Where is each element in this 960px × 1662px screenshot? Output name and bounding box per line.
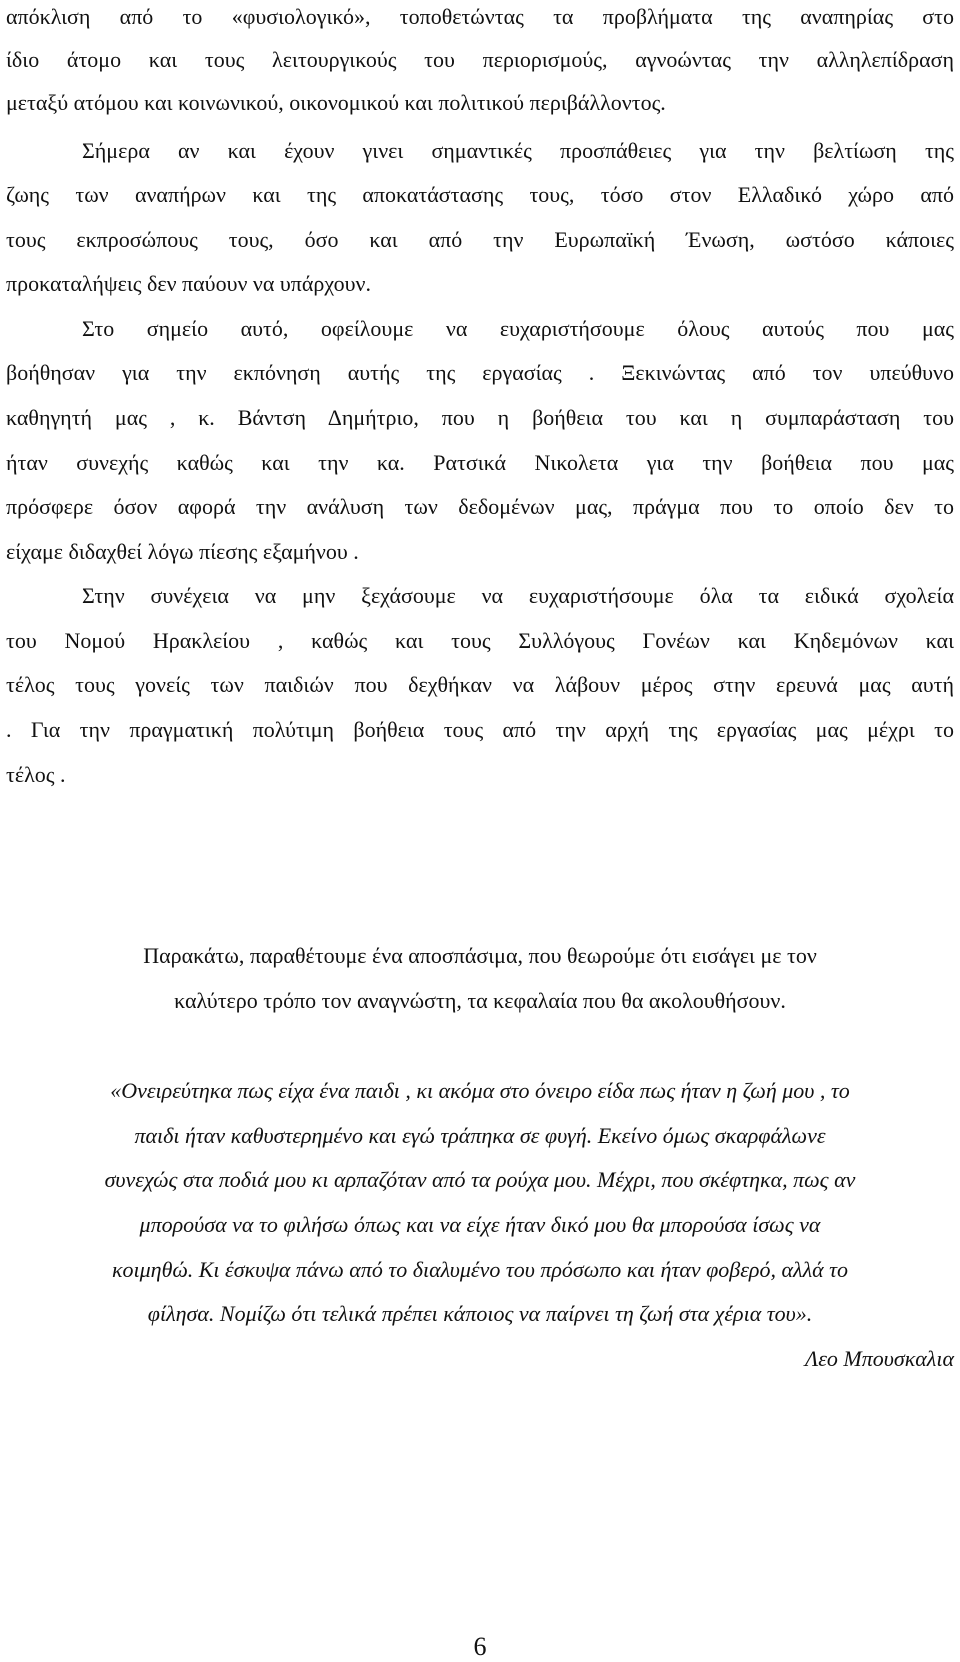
quote-line: παιδι ήταν καθυστερημένο και εγώ τράπηκα σε φυγή. Εκείνο όμως σκαρφάλωνε: [134, 1123, 826, 1148]
quote-line: μπορούσα να το φιλήσω όπως και να είχε ήταν δικό μου θα μπορούσα ίσως να: [139, 1212, 821, 1237]
body-line: είχαμε διδαχθεί λόγω πίεσης εξαμήνου .: [6, 539, 359, 564]
body-line: τέλος τους γονείς των παιδιών που δεχθήκαν να λάβουν μέρος στην ερευνά μας αυτή: [6, 672, 954, 697]
quote-line: συνεχώς στα ποδιά μου κι αρπαζόταν από τα ρούχα μου. Μέχρι, που σκέφτηκα, πως αν: [104, 1167, 856, 1192]
body-line: Στην συνέχεια να μην ξεχάσουμε να ευχαριστήσουμε όλα τα ειδικά σχολεία: [82, 583, 954, 608]
body-line: πρόσφερε όσον αφορά την ανάλυση των δεδομένων μας, πράγμα που το οποίο δεν το: [6, 494, 954, 519]
quote-line: «Ονειρεύτηκα πως είχα ένα παιδι , κι ακόμα στο όνειρο είδα πως ήταν η ζωή μου , το: [110, 1078, 850, 1103]
body-line: Σήμερα αν και έχουν γινει σημαντικές προσπάθειες για την βελτίωση της: [82, 138, 954, 163]
page-number: 6: [473, 1632, 487, 1661]
body-line: ίδιο άτομο και τους λειτουργικούς του περιορισμούς, αγνοώντας την αλληλεπίδραση: [6, 47, 954, 72]
body-line: ζωης των αναπήρων και της αποκατάστασης τους, τόσο στον Ελλαδικό χώρο από: [6, 182, 954, 207]
intro-line: καλύτερο τρόπο τον αναγνώστη, τα κεφαλαία που θα ακολουθήσουν.: [174, 988, 786, 1013]
body-line: απόκλιση από το «φυσιολογικό», τοποθετώντας τα προβλήματα της αναπηρίας στο: [6, 4, 954, 29]
body-line: καθηγητή μας , κ. Βάντση Δημήτριο, που η βοήθεια του και η συμπαράσταση του: [6, 405, 954, 430]
body-line: βοήθησαν για την εκπόνηση αυτής της εργασίας . Ξεκινώντας από τον υπεύθυνο: [6, 360, 954, 385]
body-line: του Νομού Ηρακλείου , καθώς και τους Συλλόγους Γονέων και Κηδεμόνων και: [6, 628, 954, 653]
body-line: μεταξύ ατόμου και κοινωνικού, οικονομικού και πολιτικού περιβάλλοντος.: [6, 90, 666, 115]
body-line: Στο σημείο αυτό, οφείλουμε να ευχαριστήσουμε όλους αυτούς που μας: [82, 316, 954, 341]
document-page: [6, 0, 954, 1660]
body-line: ήταν συνεχής καθώς και την κα. Ρατσικά Νικολετα για την βοήθεια που μας: [6, 450, 954, 475]
body-line: προκαταλήψεις δεν παύουν να υπάρχουν.: [6, 271, 372, 296]
intro-line: Παρακάτω, παραθέτουμε ένα αποσπάσιμα, που θεωρούμε ότι εισάγει με τον: [143, 943, 817, 968]
quote-line: φίλησα. Νομίζω ότι τελικά πρέπει κάποιος να παίρνει τη ζωή στα χέρια του».: [147, 1301, 813, 1326]
body-line: τέλος .: [6, 762, 66, 787]
body-line: τους εκπροσώπους τους, όσο και από την Ευρωπαϊκή Ένωση, ωστόσο κάποιες: [6, 227, 954, 252]
quote-line: κοιμηθώ. Κι έσκυψα πάνω από το διαλυμένο του πρόσωπο και ήταν φοβερό, αλλά το: [111, 1257, 849, 1282]
quote-author: Λεο Μπουσκαλια: [804, 1346, 954, 1371]
body-line: . Για την πραγματική πολύτιμη βοήθεια τους από την αρχή της εργασίας μας μέχρι το: [6, 717, 954, 742]
